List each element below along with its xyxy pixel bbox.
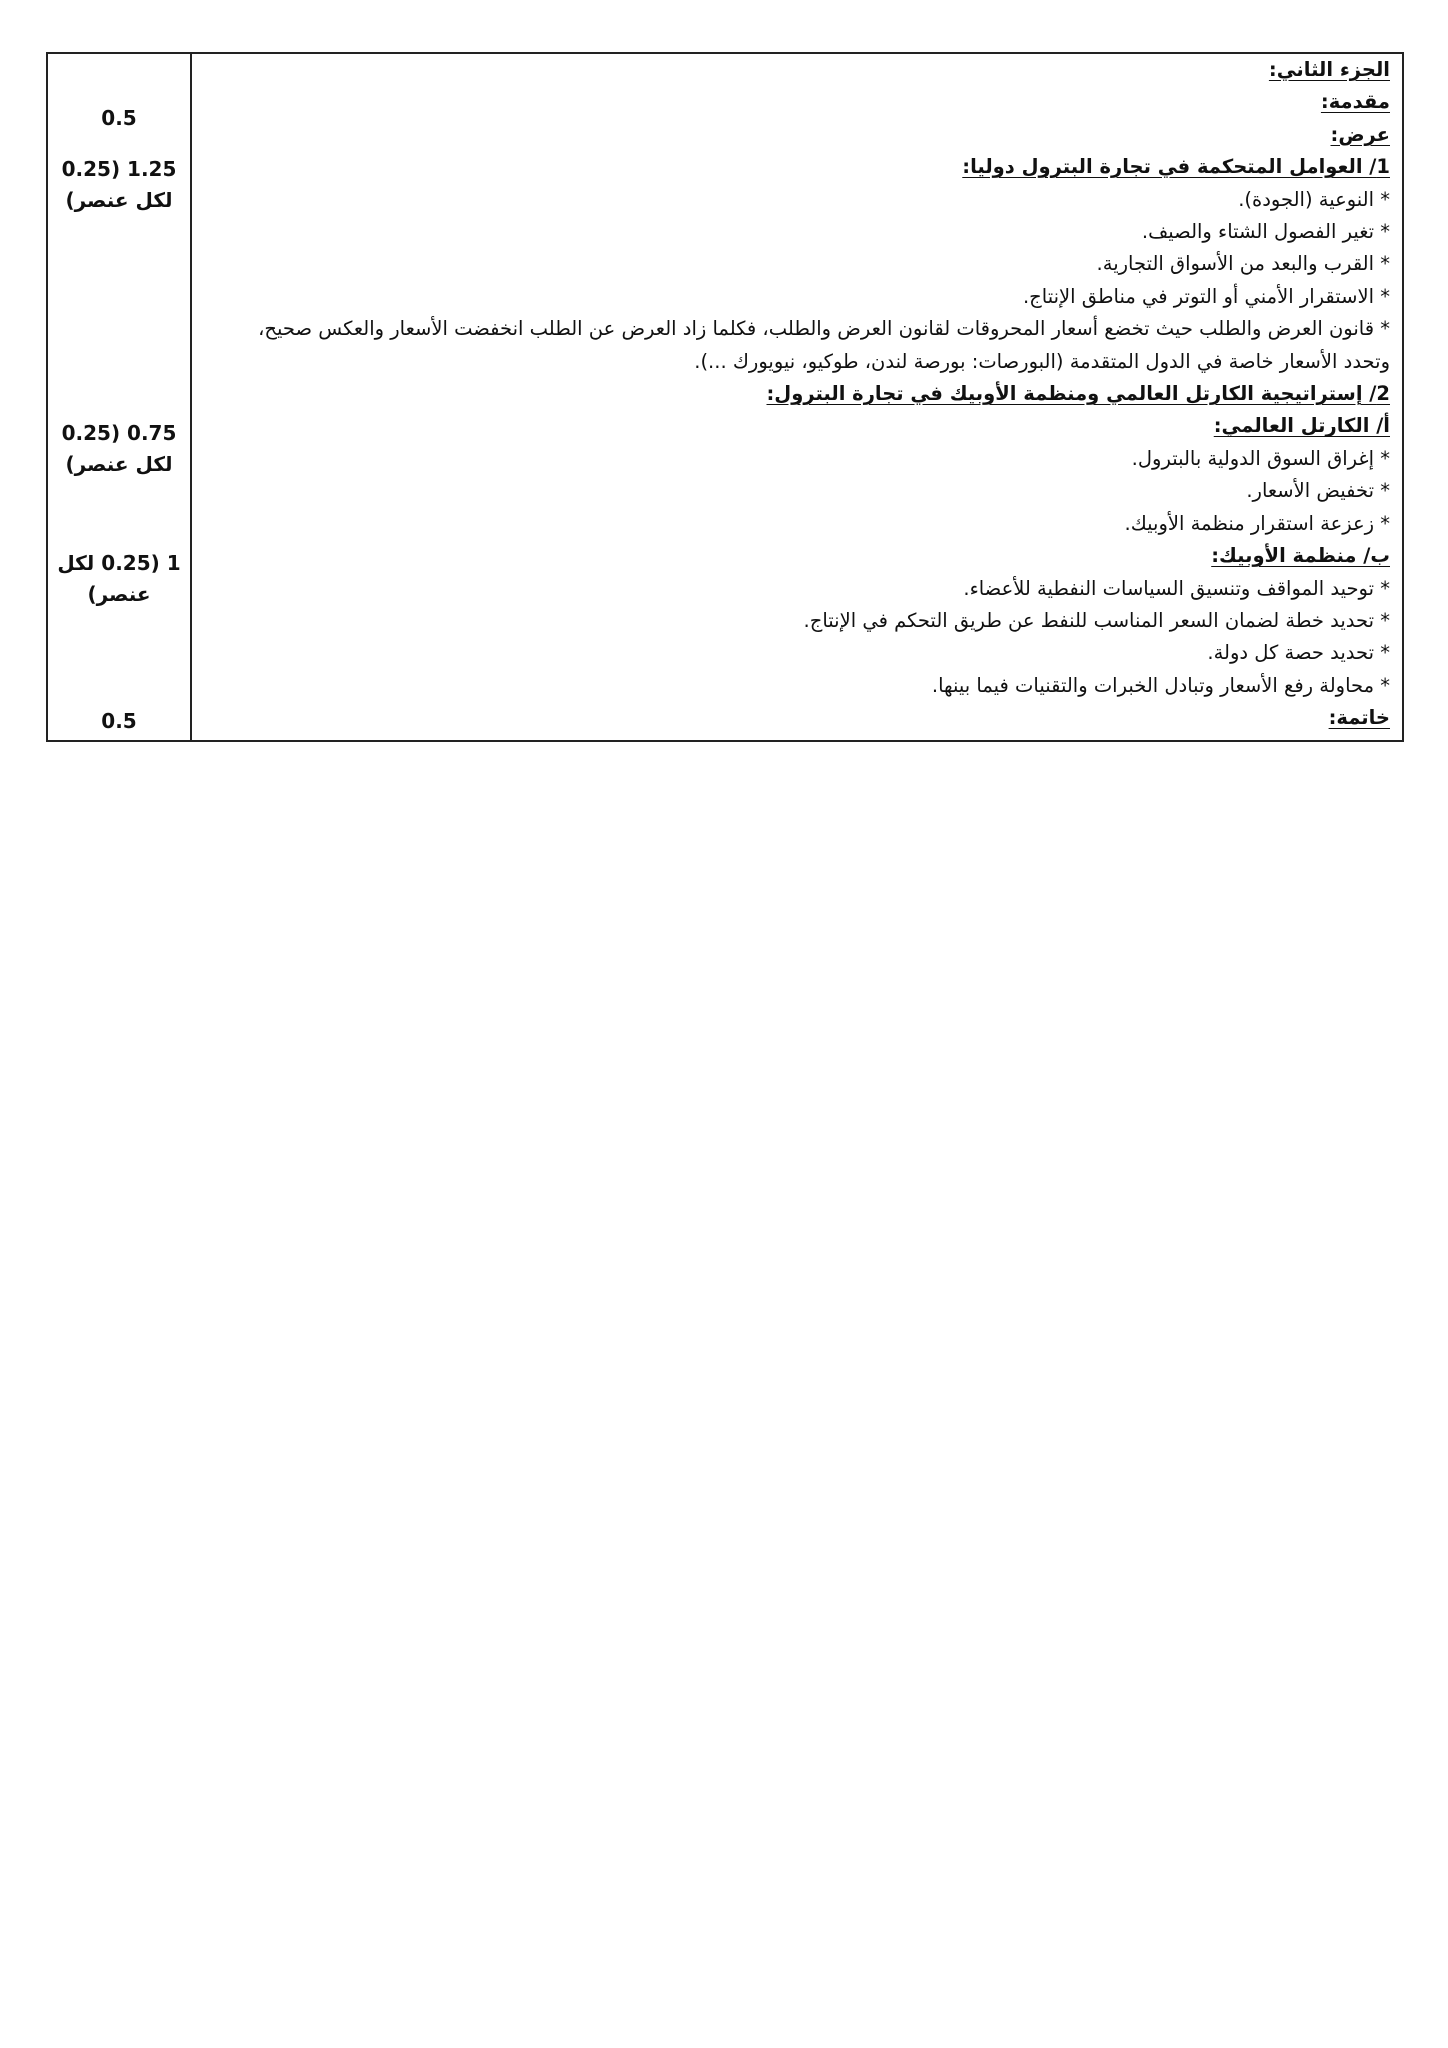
mark-sub-b-line2: عنصر) [87, 582, 151, 606]
sub-a-item: * إغراق السوق الدولية بالبترول. [1131, 446, 1390, 470]
sub-b-item: * محاولة رفع الأسعار وتبادل الخبرات والتقنيات فيما بينها. [931, 673, 1390, 697]
section1-item: * القرب والبعد من الأسواق التجارية. [1096, 252, 1390, 276]
marks-column [48, 54, 192, 740]
sub-a-item: * تخفيض الأسعار. [1246, 479, 1390, 503]
section1-item: * تغير الفصول الشتاء والصيف. [1141, 220, 1390, 244]
mark-section1-line1: 0.25) 1.25 [61, 157, 177, 181]
mark-section1-line2: لكل عنصر) [65, 188, 173, 212]
sub-b-item: * تحديد خطة لضمان السعر المناسب للنفط عن طريق التحكم في الإنتاج. [803, 608, 1390, 632]
mark-sub-b-line1: 1 (0.25 لكل [57, 551, 181, 575]
mark-conclusion: 0.5 [101, 709, 137, 733]
grading-table [46, 52, 1404, 742]
section1-item-paragraph: * قانون العرض والطلب حيث تخضع أسعار المحروقات لقانون العرض والطلب، فكلما زاد العرض عن الطلب انخفضت الأسعار والعكس صحيح، وتحدد الأسعار خاصة في الدول المتقدمة (البورصات: بورصة لندن، طوكيو، نيويورك ...). [258, 317, 1390, 373]
mark-sub-a-line2: لكل عنصر) [65, 452, 173, 476]
mark-sub-a-line1: 0.25) 0.75 [61, 421, 177, 445]
section2-heading: 2/ إستراتيجية الكارتل العالمي ومنظمة الأوبيك في تجارة البترول: [766, 382, 1390, 406]
sub-a-item: * زعزعة استقرار منظمة الأوبيك. [1124, 511, 1390, 535]
body-label: عرض: [1330, 122, 1390, 146]
section1-item: * النوعية (الجودة). [1238, 187, 1390, 211]
answer-content [192, 54, 1402, 740]
intro-label: مقدمة: [1320, 90, 1390, 114]
conclusion-label: خاتمة: [1328, 706, 1390, 730]
section1-heading: 1/ العوامل المتحكمة في تجارة البترول دوليا: [962, 155, 1390, 179]
sub-b-heading: ب/ منظمة الأوبيك: [1211, 544, 1390, 568]
sub-b-item: * توحيد المواقف وتنسيق السياسات النفطية للأعضاء. [963, 576, 1390, 600]
section1-item: * الاستقرار الأمني أو التوتر في مناطق الإنتاج. [1022, 284, 1390, 308]
mark-intro: 0.5 [101, 106, 137, 130]
sub-a-heading: أ/ الكارتل العالمي: [1213, 414, 1390, 438]
sub-b-item: * تحديد حصة كل دولة. [1207, 641, 1390, 665]
part-title: الجزء الثاني: [1268, 58, 1390, 81]
